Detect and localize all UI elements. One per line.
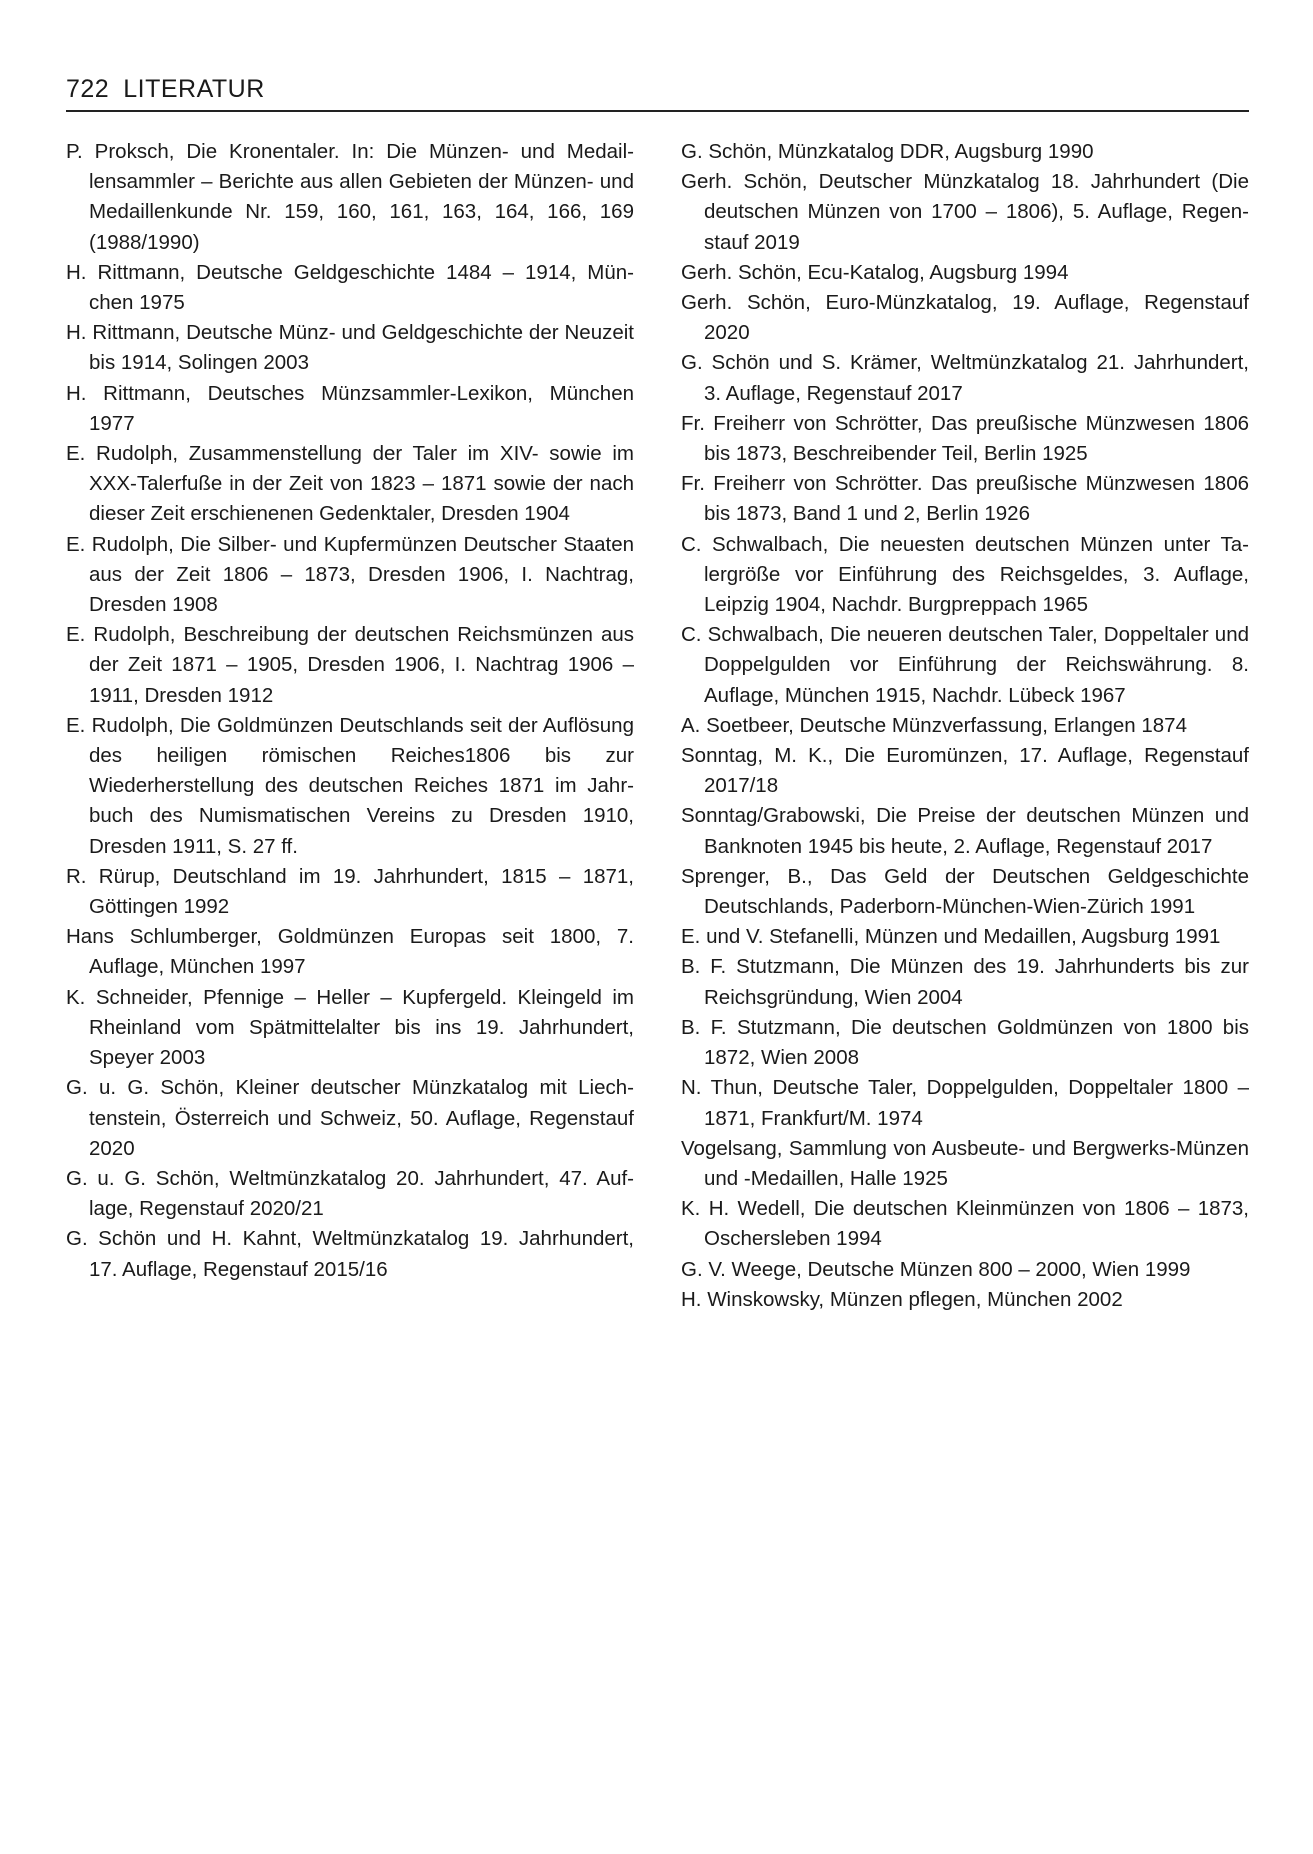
bibliography-entry: G. Schön, Münzkatalog DDR, Augsburg 1990 [681, 140, 1094, 163]
bibliography-entry: H. Winskowsky, Münzen pflegen, München 2002 [681, 1287, 1123, 1311]
section-title: LITERATUR [123, 75, 265, 103]
bibliography-entry: A. Soetbeer, Deutsche Münzverfassung, Erlangen 1874 [681, 713, 1187, 737]
bibliography-entry: Fr. Freiherr von Schrötter. Das preußische Münzwesen 1806 bis 1873, Band 1 und 2, Berlin 1926 [681, 472, 1249, 526]
bibliography-entry: B. F. Stutzmann, Die Münzen des 19. Jahrhunderts bis zur Reichsgründung, Wien 2004 [681, 955, 1249, 1009]
bibliography-entry: C. Schwalbach, Die neueren deutschen Taler, Doppeltaler und Doppelgulden vor Einführung der Reichswährung. 8. Auflage, München 1915, Nachdr. Lübeck 1967 [681, 623, 1249, 707]
bibliography-entry: Sprenger, B., Das Geld der Deutschen Geldgeschichte Deutschlands, Paderborn-München-Wien-Zürich 1991 [681, 864, 1249, 919]
bibliography-entry: E. Rudolph, Beschreibung der deutschen Reichsmünzen aus der Zeit 1871 – 1905, Dresden 1906, I. Nachtrag 1906 – 1911, Dresden 1912 [66, 623, 634, 707]
bibliography-entry: G. V. Weege, Deutsche Münzen 800 – 2000, Wien 1999 [681, 1257, 1191, 1281]
bibliography-entry: H. Rittmann, Deutsches Münzsammler-Lexikon, München 1977 [66, 381, 634, 435]
bibliography-entry: Hans Schlumberger, Goldmünzen Europas seit 1800, 7. Auflage, München 1997 [66, 925, 634, 979]
bibliography-entry: G. Schön und H. Kahnt, Weltmünzkatalog 19. Jahrhundert, 17. Auflage, Regenstauf 2015/16 [66, 1227, 634, 1281]
bibliography-entry: Sonntag, M. K., Die Euromünzen, 17. Auflage, Regenstauf 2017/18 [681, 744, 1249, 798]
bibliography-entry: E. Rudolph, Die Goldmünzen Deutschlands seit der Auflösung des heiligen römischen Reiches1806 bis zur Wiederherstellung des deutschen Reiches 1871 im Jahrbuch des Numismatischen Vereins zu Dresden 1910, Dresden 1911, S. 27 ff. [66, 713, 634, 858]
bibliography-entry: C. Schwalbach, Die neuesten deutschen Münzen unter Talergröße vor Einführung des Reichsgeldes, 3. Auflage, Leipzig 1904, Nachdr. Burgpreppach 1965 [681, 532, 1249, 617]
bibliography-entry: E. Rudolph, Zusammenstellung der Taler im XIV- sowie im XXX-Talerfuße in der Zeit von 1823 – 1871 sowie der nach dieser Zeit erschienenen Gedenktaler, Dresden 1904 [66, 442, 634, 526]
bibliography-entry: H. Rittmann, Deutsche Münz- und Geldgeschichte der Neuzeit bis 1914, Solingen 2003 [66, 321, 634, 375]
bibliography-entry: Sonntag/Grabowski, Die Preise der deutschen Münzen und Banknoten 1945 bis heute, 2. Auflage, Regenstauf 2017 [681, 804, 1249, 858]
bibliography-entry: Vogelsang, Sammlung von Ausbeute- und Bergwerks-Münzen und -Medaillen, Halle 1925 [681, 1136, 1249, 1190]
running-header [66, 70, 1249, 112]
bibliography-entry: N. Thun, Deutsche Taler, Doppelgulden, Doppeltaler 1800 – 1871, Frankfurt/M. 1974 [681, 1076, 1249, 1130]
bibliography-entry: R. Rürup, Deutschland im 19. Jahrhundert, 1815 – 1871, Göttingen 1992 [66, 864, 634, 919]
bibliography-entry: Gerh. Schön, Deutscher Münzkatalog 18. Jahrhundert (Die deutschen Münzen von 1700 – 1806), 5. Auflage, Regenstauf 2019 [681, 170, 1249, 254]
bibliography-entry: G. u. G. Schön, Kleiner deutscher Münzkatalog mit Liechtenstein, Österreich und Schweiz, 50. Auflage, Regenstauf 2020 [66, 1076, 634, 1160]
bibliography-entry: E. und V. Stefanelli, Münzen und Medaillen, Augsburg 1991 [681, 925, 1221, 949]
bibliography-entry: Gerh. Schön, Euro-Münzkatalog, 19. Auflage, Regenstauf 2020 [681, 291, 1249, 345]
bibliography-entry: G. u. G. Schön, Weltmünzkatalog 20. Jahrhundert, 47. Auflage, Regenstauf 2020/21 [66, 1166, 634, 1221]
bibliography-entry: H. Rittmann, Deutsche Geldgeschichte 1484 – 1914, München 1975 [66, 260, 634, 315]
bibliography-right-column [681, 137, 1249, 1315]
bibliography-entry: E. Rudolph, Die Silber- und Kupfermünzen Deutscher Staaten aus der Zeit 1806 – 1873, Dresden 1906, I. Nachtrag, Dresden 1908 [66, 532, 634, 617]
bibliography-entry: K. Schneider, Pfennige – Heller – Kupfergeld. Kleingeld im Rheinland vom Spätmittelalter bis ins 19. Jahrhundert, Speyer 2003 [66, 985, 634, 1070]
bibliography-left-column [66, 137, 634, 1285]
bibliography-entry: P. Proksch, Die Kronentaler. In: Die Münzen- und Medaillensammler – Berichte aus allen Gebieten der Münzen- und Medaillenkunde Nr. 159, 160, 161, 163, 164, 166, 169 (1988/1990) [66, 140, 634, 254]
bibliography-entry: K. H. Wedell, Die deutschen Kleinmünzen von 1806 – 1873, Oschersleben 1994 [681, 1197, 1249, 1251]
bibliography-entry: B. F. Stutzmann, Die deutschen Goldmünzen von 1800 bis 1872, Wien 2008 [681, 1015, 1249, 1070]
page-number: 722 [66, 75, 110, 103]
bibliography-entry: Fr. Freiherr von Schrötter, Das preußische Münzwesen 1806 bis 1873, Beschreibender Teil, Berlin 1925 [681, 411, 1249, 466]
bibliography-entry: G. Schön und S. Krämer, Weltmünzkatalog 21. Jahrhundert, 3. Auflage, Regenstauf 2017 [681, 351, 1249, 405]
bibliography-entry: Gerh. Schön, Ecu-Katalog, Augsburg 1994 [681, 260, 1069, 284]
